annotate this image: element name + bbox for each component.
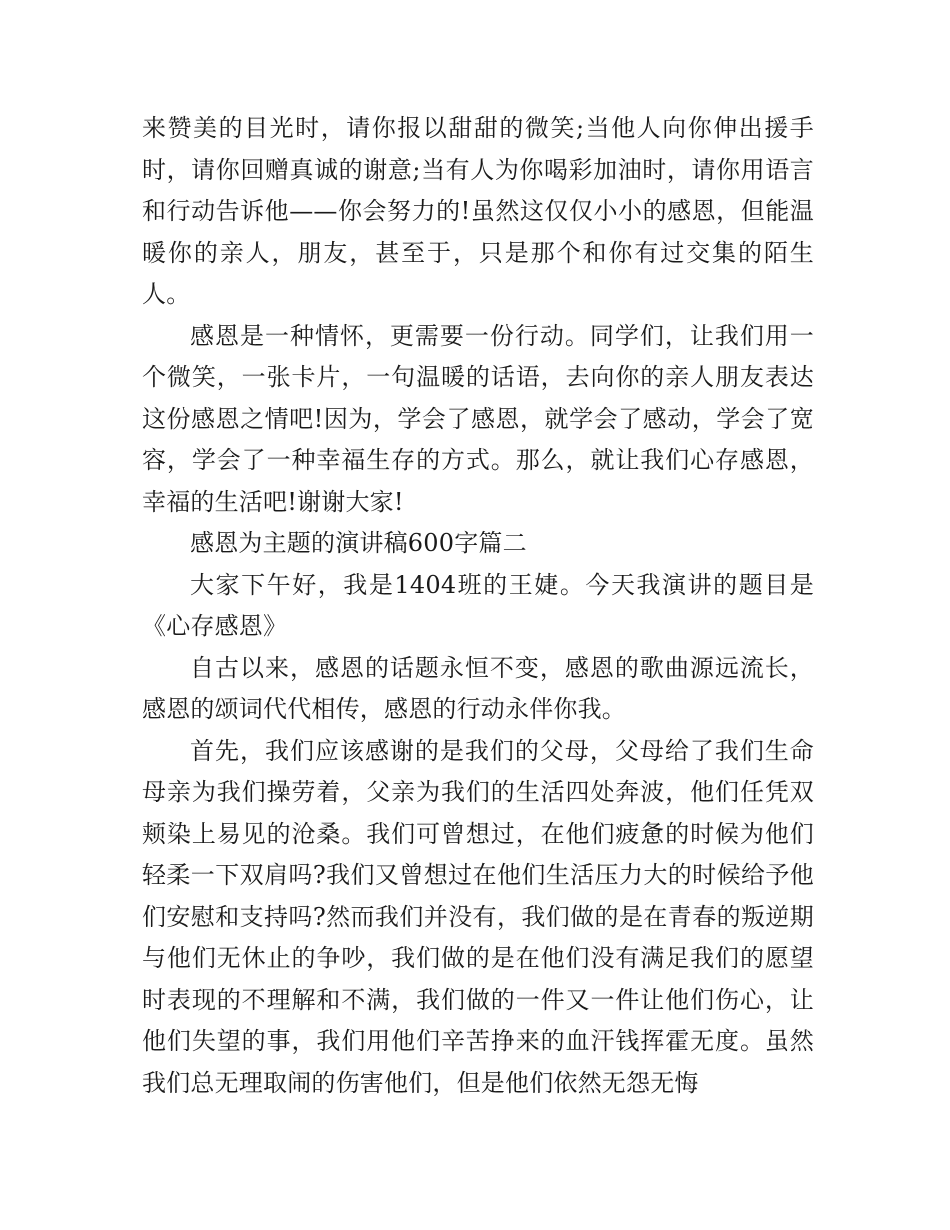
paragraph-greeting: 大家下午好，我是1404班的王婕。今天我演讲的题目是《心存感恩》	[142, 570, 814, 640]
document-body	[142, 108, 814, 1104]
paragraph-continuation: 来赞美的目光时，请你报以甜甜的微笑;当他人向你伸出援手时，请你回赠真诚的谢意;当有人为你喝彩加油时，请你用语言和行动告诉他——你会努力的!虽然这仅仅小小的感恩，但能温暖你的亲人，朋友，甚至于，只是那个和你有过交集的陌生人。	[142, 114, 814, 308]
paragraph-gratitude-action: 感恩是一种情怀，更需要一份行动。同学们，让我们用一个微笑，一张卡片，一句温暖的话语，去向你的亲人朋友表达这份感恩之情吧!因为，学会了感恩，就学会了感动，学会了宽容，学会了一种幸福生存的方式。那么，就让我们心存感恩，幸福的生活吧!谢谢大家!	[142, 321, 814, 516]
paragraph-since-ancient-times: 自古以来，感恩的话题永恒不变，感恩的歌曲源远流长，感恩的颂词代代相传，感恩的行动永伴你我。	[142, 653, 814, 723]
section-heading: 感恩为主题的演讲稿600字篇二	[190, 529, 527, 557]
paragraph-parents: 首先，我们应该感谢的是我们的父母，父母给了我们生命母亲为我们操劳着，父亲为我们的生活四处奔波，他们任凭双颊染上易见的沧桑。我们可曾想过，在他们疲惫的时候为他们轻柔一下双肩吗?我们又曾想过在他们生活压力大的时候给予他们安慰和支持吗?然而我们并没有，我们做的是在青春的叛逆期与他们无休止的争吵，我们做的是在他们没有满足我们的愿望时表现的不理解和不满，我们做的一件又一件让他们伤心，让他们失望的事，我们用他们辛苦挣来的血汗钱挥霍无度。虽然我们总无理取闹的伤害他们，但是他们依然无怨无悔	[142, 736, 814, 1097]
